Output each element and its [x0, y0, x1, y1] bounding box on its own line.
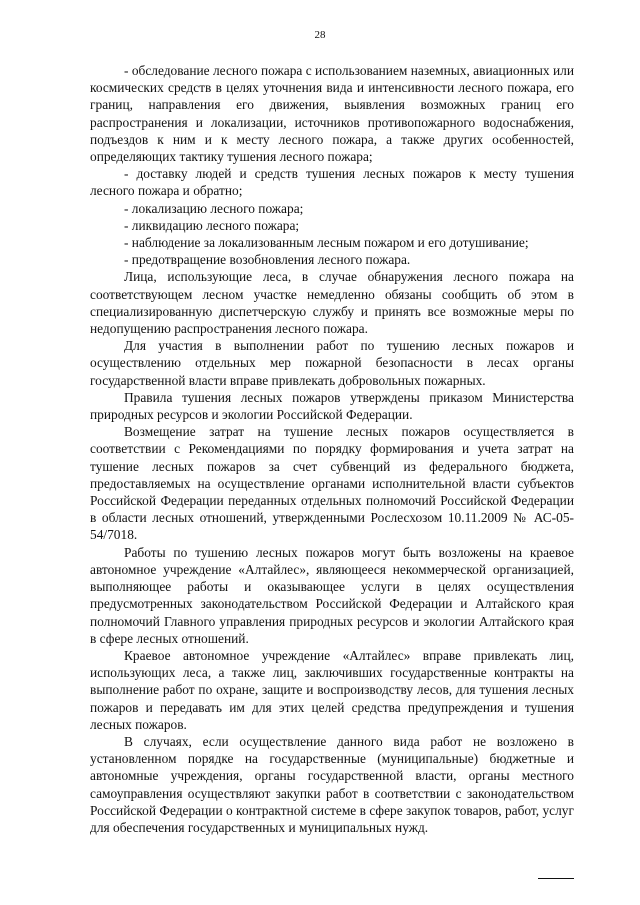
- paragraph-altailes-rights: Краевое автономное учреждение «Алтайлес» вправе привлекать лиц, использующих леса, а также лиц, заключивших государственные контракты на выполнение работ по охране, защите и воспроизводству лесов, для тушения лесных пожаров и передавать им для этих целей средства предупреждения и тушения лесных пожаров.: [90, 647, 574, 732]
- footer-rule: [538, 878, 574, 879]
- paragraph-volunteers: Для участия в выполнении работ по тушению лесных пожаров и осуществлению отдельных мер пожарной безопасности в лесах органы государственной власти вправе привлекать добровольных пожарных.: [90, 338, 574, 388]
- paragraph-localization: - локализацию лесного пожара;: [124, 200, 304, 216]
- page-number: 28: [314, 29, 326, 41]
- paragraph-rules: Правила тушения лесных пожаров утверждены приказом Министерства природных ресурсов и экологии Российской Федерации.: [90, 389, 574, 423]
- paragraph-procurement: В случаях, если осуществление данного вида работ не возложено в установленном порядке на государственные (муниципальные) бюджетные и автономные учреждения, органы государственной власти, органы местного самоуправления осуществляют закупки работ в соответствии с законодательством Российской Федерации о контрактной системе в сфере закупок товаров, работ, услуг для обеспечения государственных и муниципальных нужд.: [90, 733, 574, 835]
- paragraph-prevention: - предотвращение возобновления лесного пожара.: [124, 252, 411, 268]
- paragraph-survey: - обследование лесного пожара с использованием наземных, авиационных или космических средств в целях уточнения вида и интенсивности лесного пожара, его границ, направления его движения, выявления возможных границ его распространения и локализации, источников противопожарного водоснабжения, подъездов к ним и к месту лесного пожара, а также других особенностей, определяющих тактику тушения лесного пожара;: [90, 63, 574, 165]
- paragraph-altailes-works: Работы по тушению лесных пожаров могут быть возложены на краевое автономное учреждение «Алтайлес», являющееся некоммерческой организацией, выполняющее работы и оказывающее услуги в целях осуществления предусмотренных законодательством Российской Федерации и Алтайского края полномочий Главного управления природных ресурсов и экологии Алтайского края в сфере лесных отношений.: [90, 544, 574, 646]
- document-body: [90, 62, 574, 836]
- paragraph-delivery: - доставку людей и средств тушения лесных пожаров к месту тушения лесного пожара и обратно;: [90, 166, 574, 199]
- paragraph-forest-users: Лица, использующие леса, в случае обнаружения лесного пожара на соответствующем лесном участке немедленно обязаны сообщить об этом в специализированную диспетчерскую службу и принять все возможные меры по недопущению распространения лесного пожара.: [90, 269, 574, 337]
- paragraph-liquidation: - ликвидацию лесного пожара;: [124, 217, 300, 233]
- paragraph-cost-reimbursement: Возмещение затрат на тушение лесных пожаров осуществляется в соответствии с Рекомендациями по порядку формирования и учета затрат на тушение лесных пожаров за счет субвенций из федерального бюджета, предоставляемых на осуществление органами исполнительной власти субъектов Российской Федерации переданных отдельных полномочий Российской Федерации в области лесных отношений, утвержденными Рослесхозом 10.11.2009 № АС-05-54/7018.: [90, 424, 574, 543]
- paragraph-monitoring: - наблюдение за локализованным лесным пожаром и его дотушивание;: [124, 235, 529, 251]
